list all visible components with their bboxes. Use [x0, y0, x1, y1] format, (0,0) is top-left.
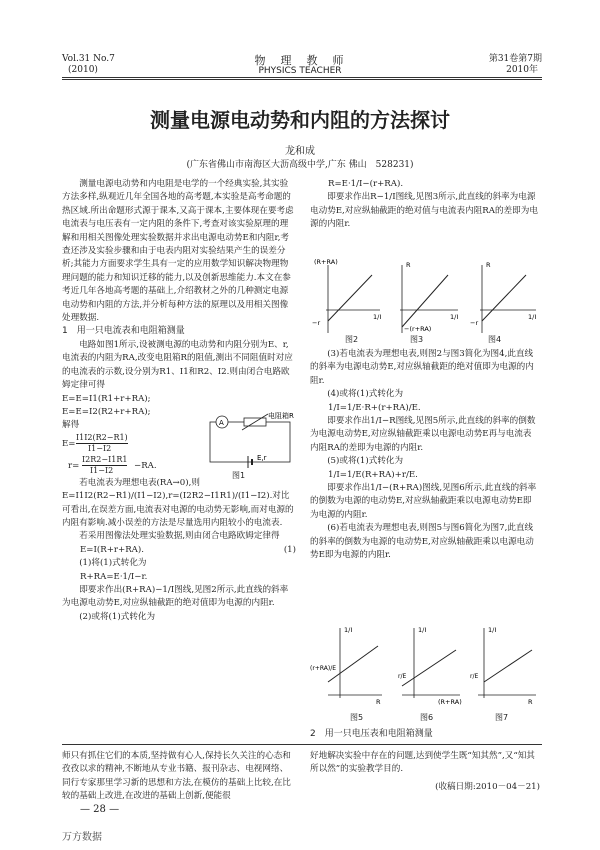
- eqr-numerator: I2R2−I1R1: [82, 454, 128, 464]
- intro-paragraph: 测量电源电动势和内电阻是电学的一个经典实验,其实验方法多样,纵观近几年全国各地的高考题,本实验是高考命题的热区域.所出命题形式源于课本,又高于课本,主要体现在要考虑电流表与电压表有一定内阻的条件下,考查对该实验原理的理解和用相关图像处理实验数据并求出电源电动势E和内阻r,考查还涉及实验步骤和由于电表内阻对实验结果产生的误差分析;其能力方面要求学生具有一定的应用数学知识解决物理物理问题的能力和知识迁移的能力,以及创新思维能力.本文在参考近几年各地高考题的基础上,介绍教材之外的几种测定电源电动势和内阻的方法,并分析每种方法的原理以及用相关图像处理数据.: [62, 179, 294, 324]
- fig7-intercept: r/E: [470, 673, 479, 680]
- eqE-denominator: I1−I2: [88, 443, 112, 453]
- header-rule-2: [62, 79, 542, 80]
- author: 龙和成: [285, 146, 315, 157]
- figure-7-caption: 图7: [495, 713, 509, 722]
- fig2-y-label: (R+RA): [314, 258, 338, 266]
- paragraph-transform-5: (5)或将(1)式转化为: [327, 456, 404, 467]
- fig5-x-label: R: [376, 698, 381, 706]
- figure-5-graph: [310, 626, 382, 706]
- received-date: (收稿日期:2010－04－21): [435, 782, 540, 792]
- right-column-lower: [310, 348, 540, 563]
- fig4-x-label: 1/I: [528, 313, 537, 321]
- right-column: [310, 178, 540, 232]
- ammeter-label: A: [219, 419, 224, 427]
- figure-1-circuit: [200, 410, 300, 470]
- fig3-intercept: −(r+RA): [404, 325, 432, 333]
- figure-2-graph: [312, 258, 381, 333]
- figure-5-caption: 图5: [350, 713, 364, 722]
- fig5-y-label: 1/I: [344, 626, 353, 634]
- figures-5-7: [310, 620, 540, 710]
- header-volume-left: Vol.31 No.7: [62, 54, 115, 64]
- header-year-right: 2010年: [506, 65, 538, 75]
- header-journal-cn: 物 理 教 师: [254, 54, 346, 67]
- paragraph-ideal-ammeter: 若电流表为理想电表(RA→0),则 E=I1I2(R2−R1)/(I1−I2),r=(I2R2−I1R1)/(I1−I2).对比可看出,在误差方面,电流表对电源的电动势无影响,而对电源的内阻有影响.减小误差的方法是尽量选用内阻较小的电流表.: [62, 477, 294, 528]
- figure-7-graph: [470, 626, 536, 706]
- figures-2-4: [310, 255, 540, 345]
- eq1-text: E=I1(R1+r+RA);: [75, 393, 151, 404]
- figure-1-caption: 图1: [232, 471, 246, 480]
- watermark: 万方数据: [62, 832, 102, 843]
- equation-2: E=E=I2(R2+r+RA);: [62, 406, 151, 417]
- figure-6-caption: 图6: [420, 713, 434, 722]
- figure-6-graph: [398, 626, 462, 706]
- equation-r2: 1/I=1/E·R+(r+RA)/E.: [328, 402, 421, 413]
- bottom-right-text: 好地解决实验中存在的问题,达到使学生既“知其然”,又“知其所以然”的实验教学目的.: [310, 751, 535, 775]
- fig7-y-label: 1/I: [488, 626, 497, 634]
- eq-main-number: (1): [283, 544, 296, 555]
- paragraph-fig3-desc: 即要求作出R−1/I图线,见图3所示,此直线的斜率为电源电动势E,对应纵轴截距的绝对值与电流表内阻RA的差即为电源的内阻r.: [310, 192, 538, 230]
- fig5-intercept: (r+RA)/E: [310, 665, 337, 672]
- bottom-rule: [62, 744, 542, 745]
- fig7-x-label: R: [528, 698, 533, 706]
- fig6-y-label: 1/I: [418, 626, 427, 634]
- bottom-left-text: 师只有抓住它们的本质,坚持做有心人,保持长久关注的心态和孜孜以求的精神,不断地从专业书籍、报刊杂志、电视网络、同行专家那里学习新的思想和方法,在模仿的基础上比较,在比较的基础上改进,在改进的基础上创新,便能很: [62, 751, 291, 802]
- paragraph-fig5-desc: 即要求作出1/I−R图线,见图5所示,此直线的斜率的倒数为电源电动势E,对应纵轴截距乘以电源电动势E再与电流表内阻RA的差即为电源的内阻r.: [310, 416, 536, 453]
- section-1-heading: 1 用一只电流表和电阻箱测量: [62, 326, 185, 337]
- equation-r1: R=E·1/I−(r+RA).: [328, 179, 404, 189]
- paragraph-transform-4: (4)或将(1)式转化为: [327, 389, 404, 400]
- paragraph-transform-1: (1)将(1)式转化为: [79, 558, 147, 569]
- fig6-intercept: r/E: [398, 673, 407, 680]
- figure-3-caption: 图3: [410, 335, 424, 344]
- paragraph-fig2-desc: 即要求作出(R+RA)−1/I图线,见图2所示,此直线的斜率为电源电动势E,对应纵轴截距的绝对值即为电源的内阻r.: [62, 584, 289, 609]
- figure-2-caption: 图2: [345, 335, 359, 344]
- article-title: 测量电源电动势和内阻的方法探讨: [150, 108, 450, 132]
- figure-4-caption: 图4: [488, 335, 502, 344]
- eqE-numerator: I1I2(R2−R1): [76, 432, 128, 442]
- eqr-denominator: I1−I2: [90, 465, 114, 475]
- figure-4-graph: [470, 261, 536, 333]
- section-2-heading: 2 用一只电压表和电阻箱测量: [310, 729, 433, 739]
- left-column: [62, 178, 296, 624]
- eq2-text: E=I2(R2+r+RA);: [75, 406, 151, 417]
- equation-main: [62, 544, 296, 557]
- battery-label: E,r: [257, 454, 267, 462]
- paragraph-transform-2: (2)或将(1)式转化为: [79, 611, 156, 622]
- fig4-intercept: −r: [470, 319, 479, 327]
- fig3-x-label: 1/I: [450, 313, 459, 321]
- paragraph-circuit: 电路如图1所示,设被测电源的电动势和内阻分别为E、r,电流表的内阻为RA,改变电阻箱R的阻值,测出不同阻值时对应的电流表的示数,设分别为R1、I1和R2、I2.则由闭合电路欧姆定律可得: [62, 339, 293, 391]
- fig3-y-label: R: [406, 261, 411, 269]
- resistor-box-label: 电阻箱R: [268, 412, 294, 420]
- eqr-tail: −RA.: [134, 460, 157, 471]
- equation-E-fraction: E= I1I2(R2−R1) I1−I2: [62, 432, 128, 453]
- eq-main-text: E=I(R+r+RA).: [80, 544, 144, 555]
- fig2-intercept: −r: [312, 319, 321, 327]
- equation-4: R+RA=E·1/I−r.: [80, 571, 148, 582]
- paragraph-fig7-desc: (6)若电流表为理想电表,则图5与图6简化为图7,此直线的斜率的倒数为电源的电动势E,对应纵轴截距乘以电源电动势E即为电源的内阻r.: [310, 523, 534, 561]
- header-journal-en: PHYSICS TEACHER: [258, 66, 342, 76]
- equation-r3: 1/I=1/E(R+RA)+r/E.: [328, 469, 418, 480]
- header-rule: [62, 77, 542, 78]
- fig4-y-label: R: [486, 261, 491, 269]
- page-number: — 28 —: [80, 804, 120, 815]
- affiliation: (广东省佛山市南海区大沥高级中学,广东 佛山 528231): [186, 160, 414, 170]
- solve-label: 解得: [62, 420, 80, 431]
- paragraph-fig6-desc: 即要求作出1/I−(R+RA)图线,见图6所示,此直线的斜率的倒数为电源的电动势E,对应纵轴截距乘以电源电动势E即为电源的内阻r.: [310, 483, 537, 520]
- equation-1: E=E=I1(R1+r+RA);: [62, 393, 151, 404]
- figure-3-graph: [400, 261, 458, 333]
- header-year-left: (2010): [68, 65, 98, 75]
- equation-r-fraction: r= I2R2−I1R1 I1−I2 −RA.: [68, 454, 157, 475]
- fig6-x-label: (R+RA): [438, 698, 462, 706]
- paragraph-ideal-fig4: (3)若电流表为理想电表,则图2与图3简化为图4,此直线的斜率为电源电动势E,对应纵轴截距的绝对值即为电源的内阻r.: [310, 349, 534, 386]
- header-volume-right: 第31卷第7期: [488, 54, 542, 64]
- fig2-x-label: 1/I: [373, 313, 382, 321]
- paragraph-graph-method: 若采用图像法处理实验数据,则由闭合电路欧姆定律得: [79, 531, 280, 542]
